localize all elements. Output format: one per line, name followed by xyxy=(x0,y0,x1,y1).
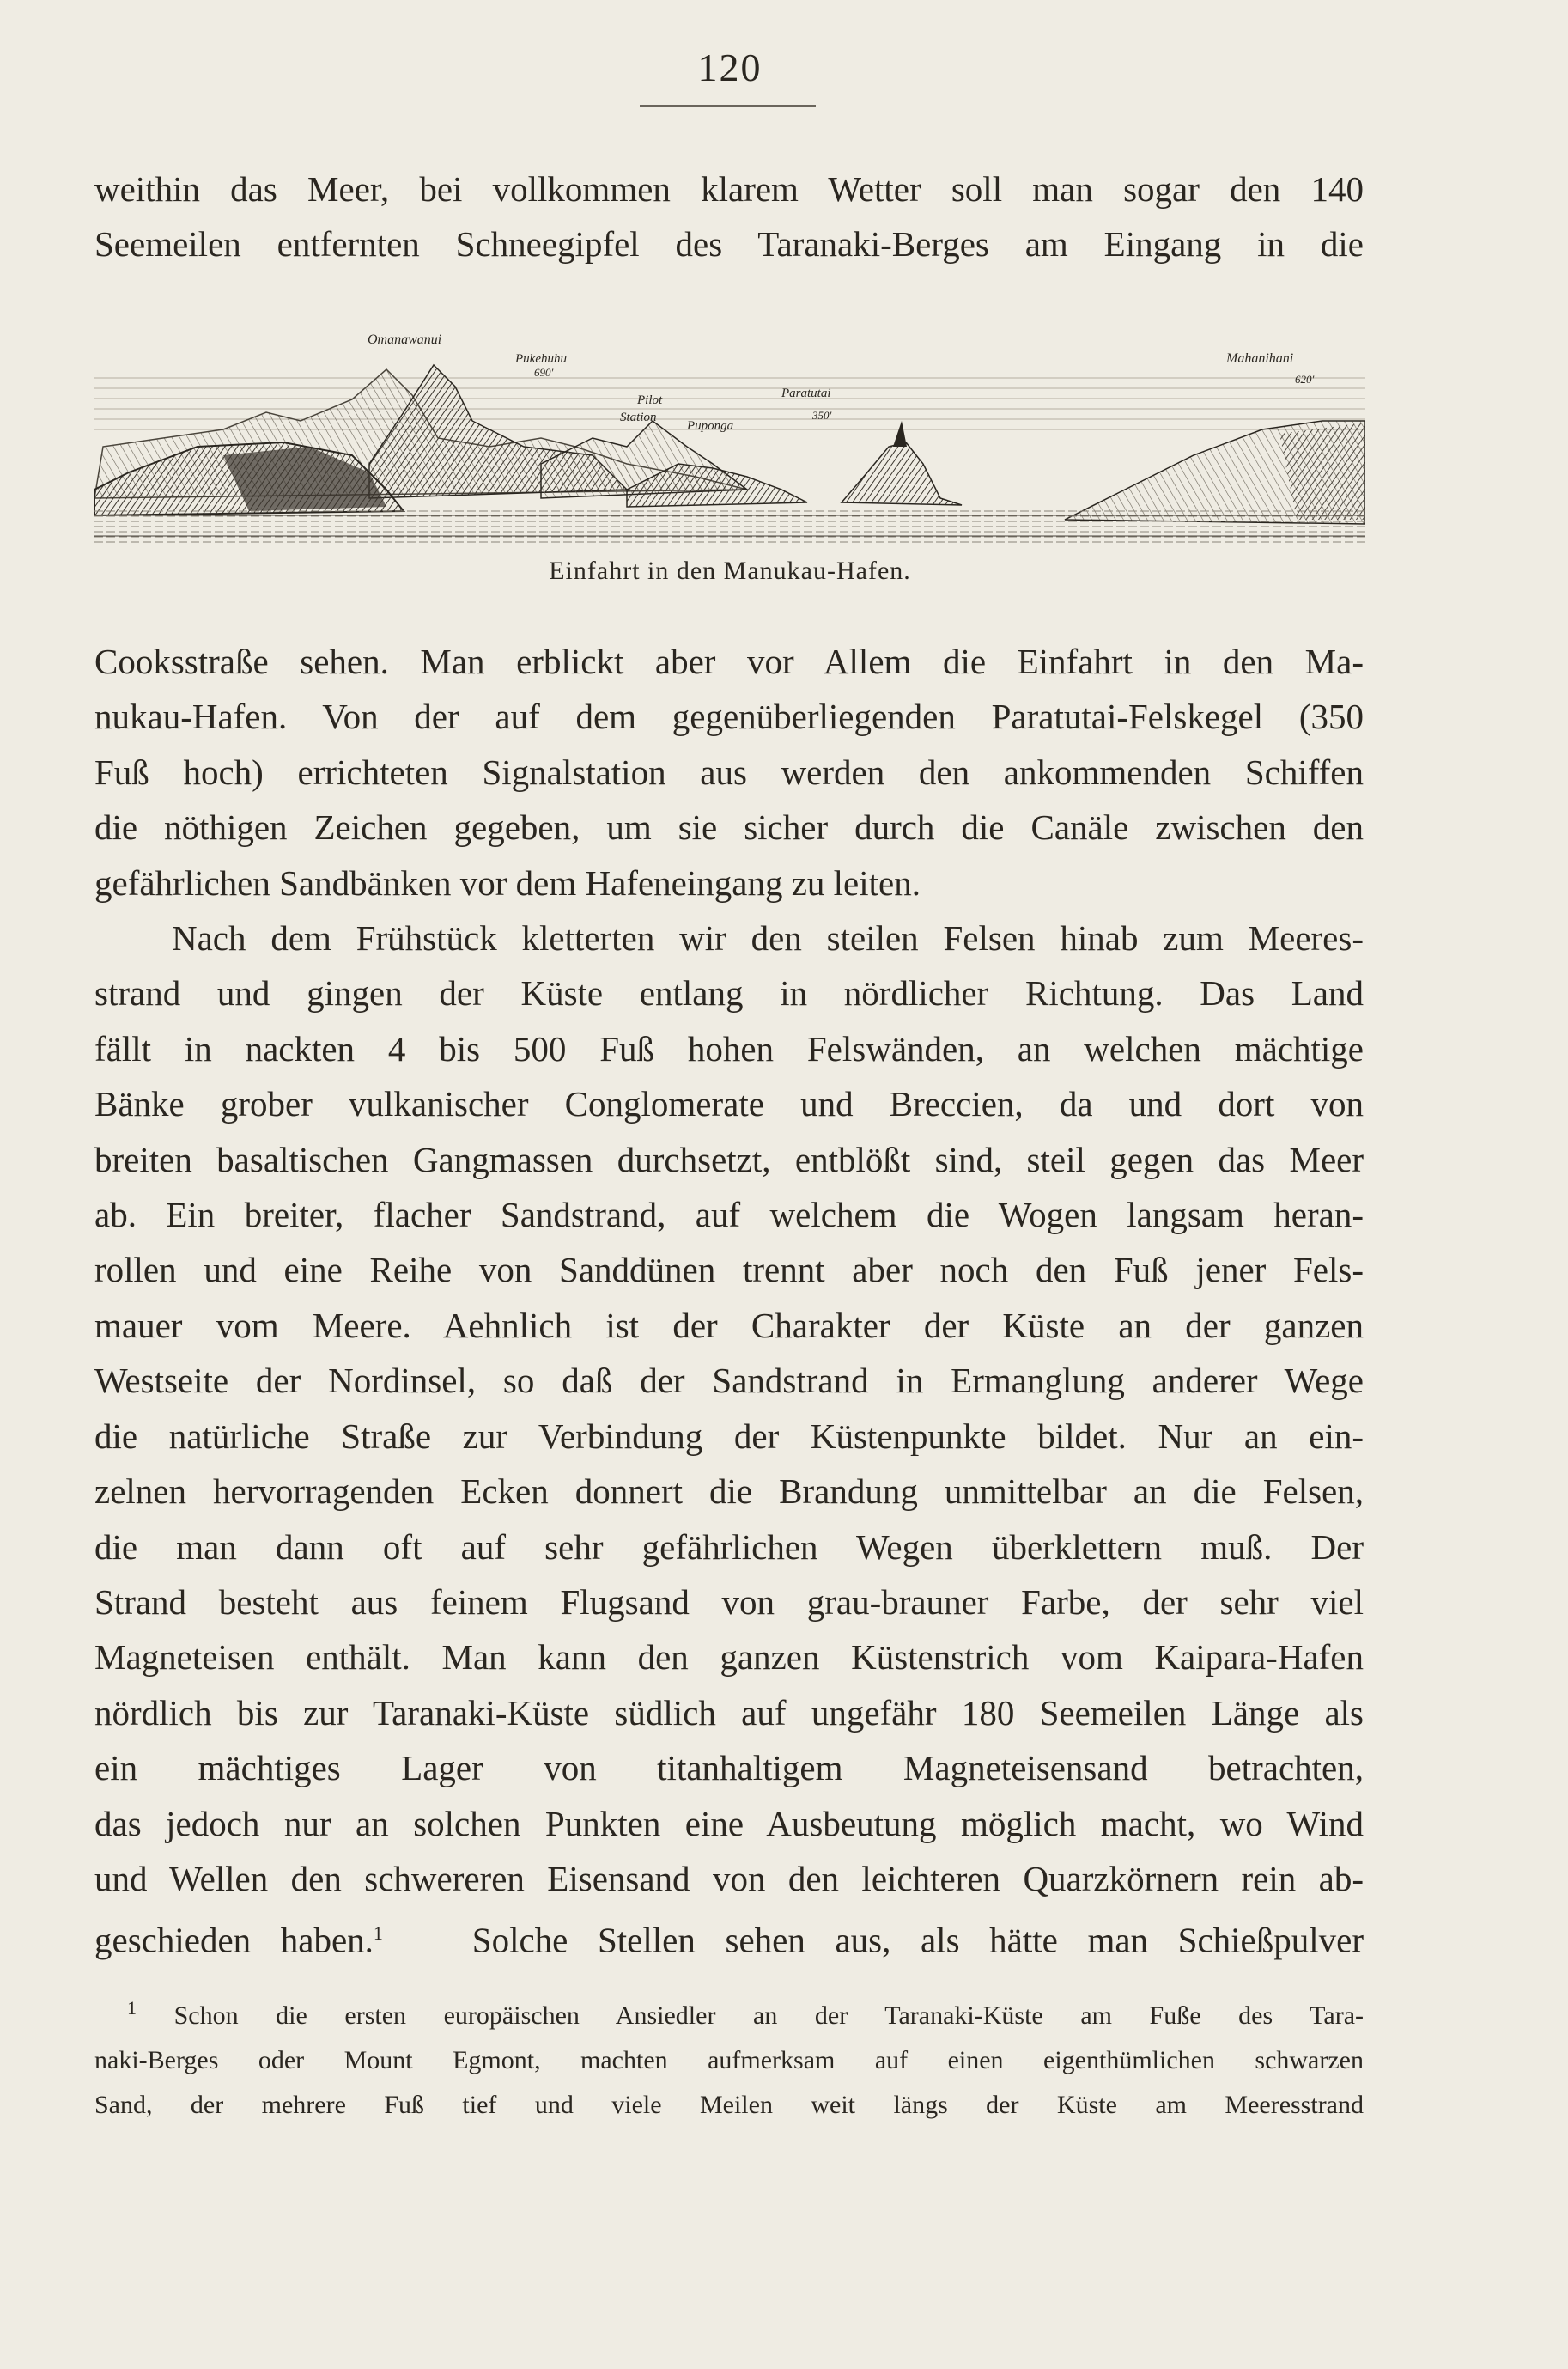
text-line: nukau-Hafen. Von der auf dem gegenüberliegenden Paratutai-Felskegel (350 xyxy=(94,697,1364,737)
text-line: mauer vom Meere. Aehnlich ist der Charakter der Küste an der ganzen xyxy=(94,1305,1364,1345)
intro-paragraph xyxy=(94,161,1364,272)
text-line: Cooksstraße sehen. Man erblickt aber vor Allem die Einfahrt in den Ma- xyxy=(94,642,1364,681)
text-line: die natürliche Straße zur Verbindung der Küstenpunkte bildet. Nur an ein- xyxy=(94,1416,1364,1456)
text-line: zelnen hervorragenden Ecken donnert die Brandung unmittelbar an die Felsen, xyxy=(94,1471,1364,1512)
text-line: Strand besteht aus feinem Flugsand von grau-brauner Farbe, der sehr viel xyxy=(94,1581,1364,1622)
text-fragment: geschieden haben. xyxy=(94,1921,374,1960)
label-paratutai: Paratutai xyxy=(781,387,831,400)
text-fragment: Solche Stellen sehen aus, als hätte man Schießpulver xyxy=(471,1921,1364,1960)
footnote-reference[interactable]: 1 xyxy=(373,1922,383,1945)
page-number: 120 xyxy=(697,46,763,89)
label-pukehuhu: Pukehuhu xyxy=(515,352,567,366)
text-line: rollen und eine Reihe von Sanddünen trennt aber noch den Fuß jener Fels- xyxy=(94,1250,1364,1290)
text-line: Bänke grober vulkanischer Conglomerate und Breccien, da und dort von xyxy=(94,1084,1364,1124)
footnote xyxy=(94,1986,1364,2128)
text-line: Westseite der Nordinsel, so daß der Sandstrand in Ermanglung anderer Wege xyxy=(94,1361,1364,1401)
text-line: gefährlichen Sandbänken vor dem Hafeneingang zu leiten. xyxy=(94,862,921,903)
text-line: Nach dem Frühstück kletterten wir den steilen Felsen hinab zum Meeres- xyxy=(172,918,1364,959)
figure-caption: Einfahrt in den Manukau-Hafen. xyxy=(549,557,911,585)
text-line: die nöthigen Zeichen gegeben, um sie sicher durch die Canäle zwischen den xyxy=(94,807,1364,848)
coastline-engraving xyxy=(94,318,1365,543)
footnote-line: naki-Berges oder Mount Egmont, machten aufmerksam auf einen eigenthümlichen schwarzen xyxy=(94,2046,1364,2074)
text-line: ein mächtiges Lager von titanhaltigem Magneteisensand betrachten, xyxy=(94,1748,1364,1788)
text-line: fällt in nackten 4 bis 500 Fuß hohen Felswänden, an welchen mächtige xyxy=(94,1028,1364,1069)
footnote-marker: 1 xyxy=(127,1997,137,2019)
label-puponga: Puponga xyxy=(687,419,734,433)
body-text xyxy=(94,634,1364,1968)
label-mahanihani: Mahanihani xyxy=(1226,351,1294,366)
coastline-illustration xyxy=(94,318,1365,543)
text-line: strand und gingen der Küste entlang in nördlicher Richtung. Das Land xyxy=(94,973,1364,1014)
text-line: Magneteisen enthält. Man kann den ganzen Küstenstrich vom Kaipara-Hafen xyxy=(94,1637,1364,1678)
text-line: das jedoch nur an solchen Punkten eine Ausbeutung möglich macht, wo Wind xyxy=(94,1803,1364,1843)
text-line: breiten basaltischen Gangmassen durchsetzt, entblößt sind, steil gegen das Meer xyxy=(94,1139,1364,1179)
header-rule xyxy=(640,105,816,107)
text-line: ab. Ein breiter, flacher Sandstrand, auf welchem die Wogen langsam heran- xyxy=(94,1195,1364,1235)
label-mahanihani-height: 620' xyxy=(1295,373,1315,386)
label-pukehuhu-height: 690' xyxy=(534,366,554,379)
label-station: Station xyxy=(620,411,657,424)
text-line: die man dann oft auf sehr gefährlichen Wegen überklettern muß. Der xyxy=(94,1526,1364,1567)
label-pilot: Pilot xyxy=(637,393,663,407)
label-omanawanui: Omanawanui xyxy=(368,332,442,347)
label-paratutai-height: 350' xyxy=(812,409,832,422)
text-line: weithin das Meer, bei vollkommen klarem Wetter soll man sogar den 140 xyxy=(94,169,1364,209)
footnote-line: Sand, der mehrere Fuß tief und viele Meilen weit längs der Küste am Meeresstrand xyxy=(94,2091,1364,2119)
text-line-with-footnote xyxy=(94,1906,1364,1968)
text-line: Seemeilen entfernten Schneegipfel des Taranaki-Berges am Eingang in die xyxy=(94,224,1364,265)
text-line: Fuß hoch) errichteten Signalstation aus werden den ankommenden Schiffen xyxy=(94,752,1364,792)
text-line: und Wellen den schwereren Eisensand von den leichteren Quarzkörnern rein ab- xyxy=(94,1858,1364,1898)
text-line: nördlich bis zur Taranaki-Küste südlich auf ungefähr 180 Seemeilen Länge als xyxy=(94,1692,1364,1733)
footnote-line xyxy=(94,1986,1364,2038)
footnote-text: Schon die ersten europäischen Ansiedler an der Taranaki-Küste am Fuße des Tara- xyxy=(173,2001,1364,2030)
